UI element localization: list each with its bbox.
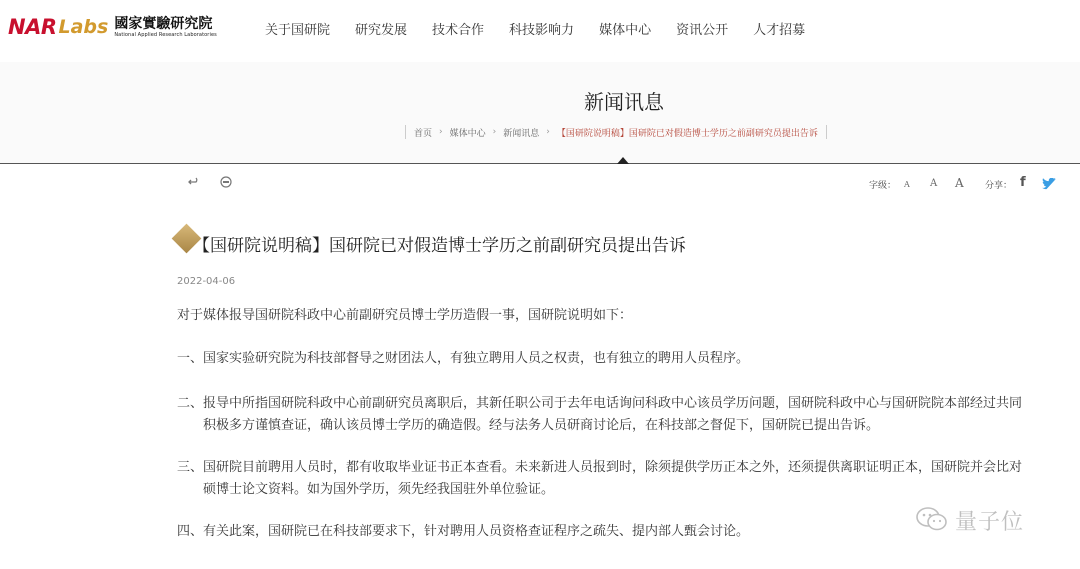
article-date: 2022-04-06 [177, 276, 236, 287]
article-intro: 对于媒体报导国研院科政中心前副研究员博士学历造假一事，国研院说明如下： [177, 308, 633, 323]
breadcrumb-news[interactable]: 新闻讯息 [503, 128, 540, 139]
nav-item-cooperation[interactable]: 技术合作 [432, 23, 485, 38]
article-point-1 [177, 348, 1067, 370]
breadcrumb-separator: › [492, 127, 497, 137]
main-nav [265, 19, 830, 38]
point-2-line-2: 积极多方谨慎查证，确认该员博士学历的确造假。经与法务人员研商讨论后，在科技部之督促下，国研院已提出告诉。 [203, 418, 880, 433]
share-label: 分享： [985, 181, 1013, 191]
article-point-3 [177, 457, 1067, 501]
back-arrow-icon[interactable] [188, 176, 200, 191]
wechat-icon [915, 506, 949, 536]
banner-pointer-arrow [617, 157, 629, 164]
page-title: 新闻讯息 [584, 90, 664, 114]
nav-item-research[interactable]: 研究发展 [355, 23, 408, 38]
article-title: 【国研院说明稿】国研院已对假造博士学历之前副研究员提出告诉 [193, 236, 686, 256]
breadcrumb-separator: › [546, 127, 550, 137]
watermark-text: 量子位 [955, 510, 1025, 535]
breadcrumb-media[interactable]: 媒体中心 [449, 128, 486, 139]
logo-en-sub: National Applied Research Laboratories [114, 31, 217, 38]
print-icon[interactable] [220, 176, 232, 191]
nav-item-impact[interactable]: 科技影响力 [509, 23, 575, 38]
logo-labs-text: Labs [58, 16, 109, 38]
watermark [915, 505, 1024, 536]
page-banner [0, 62, 1080, 164]
breadcrumb [405, 125, 827, 139]
twitter-icon[interactable] [1042, 175, 1056, 194]
point-3-line-1: 三、国研院目前聘用人员时，都有收取毕业证书正本查看。未来新进人员报到时，除须提供学历正本之外，还须提供离职证明正本，国研院并会比对 [177, 460, 1023, 475]
breadcrumb-separator: › [439, 127, 443, 137]
font-size-medium-button[interactable]: A [930, 178, 938, 189]
nav-item-careers[interactable]: 人才招募 [753, 23, 806, 38]
point-3-line-2: 硕博士论文资料。如为国外学历，须先经我国驻外单位验证。 [203, 482, 555, 497]
logo-chinese-name [114, 17, 216, 38]
font-size-small-button[interactable]: A [904, 180, 910, 189]
point-2-line-1: 二、报导中所指国研院科政中心前副研究员离职后，其新任职公司于去年电话询问科政中心该员学历问题，国研院科政中心与国研院院本部经过共同 [177, 396, 1023, 411]
narlabs-logo[interactable] [8, 12, 217, 42]
font-size-label: 字级： [869, 181, 897, 191]
logo-nar-text: NAR [8, 15, 57, 39]
breadcrumb-current: 【国研院说明稿】国研院已对假造博士学历之前副研究员提出告诉 [556, 128, 818, 139]
point-4-line-1: 四、有关此案，国研院已在科技部要求下，针对聘用人员资格查证程序之疏失、提内部人甄会讨论。 [177, 524, 750, 539]
nav-item-about[interactable]: 关于国研院 [265, 23, 331, 38]
logo-cn-main: 國家實驗研究院 [114, 15, 213, 32]
article-toolbar [0, 176, 1080, 196]
site-header [0, 0, 1080, 58]
point-1-line-1: 一、国家实验研究院为科技部督导之财团法人，有独立聘用人员之权责，也有独立的聘用人员程序。 [177, 351, 750, 366]
breadcrumb-home[interactable]: 首页 [414, 128, 433, 139]
font-size-large-button[interactable]: A [955, 176, 964, 190]
article-point-2 [177, 393, 1067, 437]
nav-item-media[interactable]: 媒体中心 [599, 23, 652, 38]
nav-item-info[interactable]: 资讯公开 [676, 23, 729, 38]
facebook-icon[interactable]: f [1020, 175, 1026, 190]
